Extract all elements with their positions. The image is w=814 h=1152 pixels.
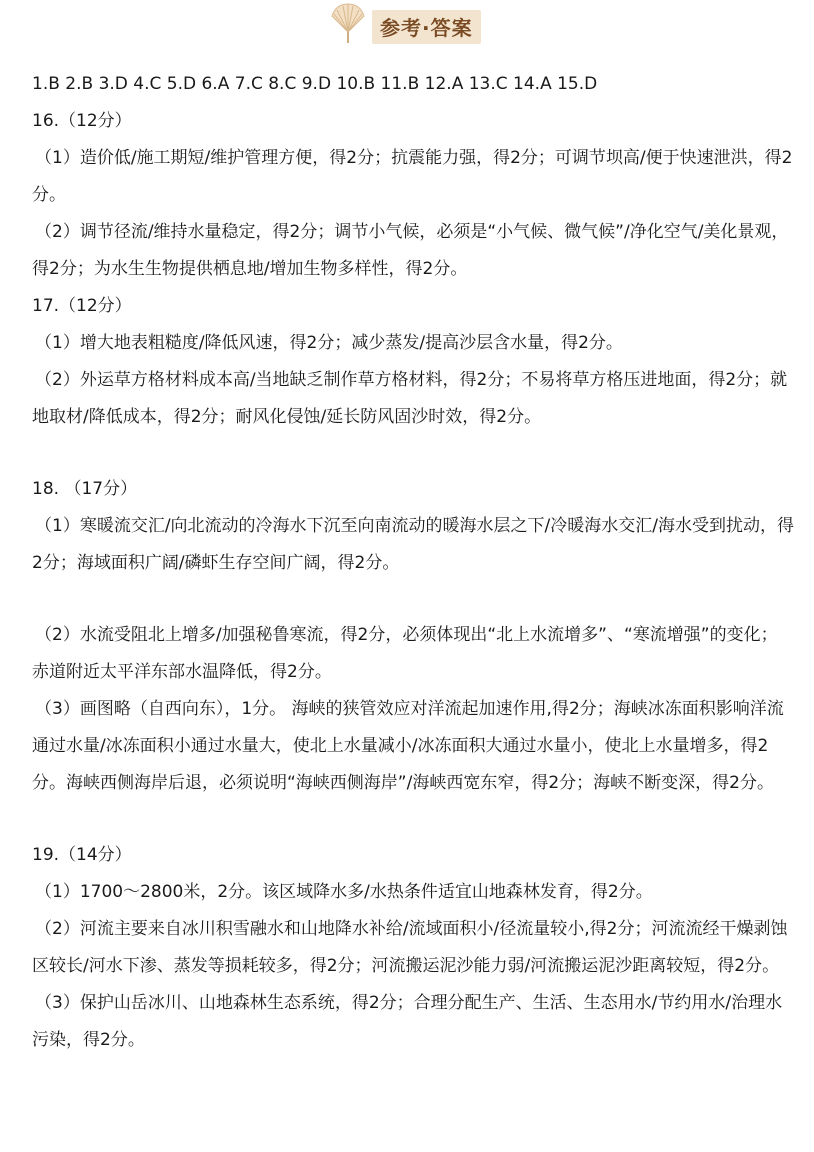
spacer [32, 802, 794, 837]
q19-part1: （1）1700～2800米，2分。该区域降水多/水热条件适宜山地森林发育，得2分。 [35, 882, 653, 902]
fan-icon [328, 2, 368, 44]
answer-content [32, 66, 794, 1059]
q19-title: 19.（14分） [32, 845, 132, 865]
q18-part2: （2）水流受阻北上增多/加强秘鲁寒流，得2分，必须体现出“北上水流增多”、“寒流增强”的变化；赤道附近太平洋东部水温降低，得2分。 [32, 625, 778, 682]
q17-part1: （1）增大地表粗糙度/降低风速，得2分；减少蒸发/提高沙层含水量，得2分。 [35, 333, 623, 353]
q18-title: 18. （17分） [32, 479, 138, 499]
q17-title: 17.（12分） [32, 296, 132, 316]
header [0, 0, 814, 48]
spacer [32, 436, 794, 471]
q19-part3: （3）保护山岳冰川、山地森林生态系统，得2分；合理分配生产、生活、生态用水/节约用水/治理水污染，得2分。 [32, 993, 783, 1050]
q16-part2: （2）调节径流/维持水量稳定，得2分；调节小气候，必须是“小气候、微气候”/净化空气/美化景观，得2分；为水生生物提供栖息地/增加生物多样性，得2分。 [32, 222, 789, 279]
page-title: 参考·答案 [372, 10, 481, 44]
q18-part3: （3）画图略（自西向东），1分。 海峡的狭管效应对洋流起加速作用,得2分；海峡冰冻面积影响洋流通过水量/冰冻面积小通过水量大，使北上水量减小/冰冻面积大通过水量小，使北上水量增多，得2分。海峡西侧海岸后退，必须说明“海峡西侧海岸”/海峡西宽东窄，得2分；海峡不断变深，得2分。 [32, 699, 784, 793]
q16-part1: （1）造价低/施工期短/维护管理方便，得2分；抗震能力强，得2分；可调节坝高/便于快速泄洪，得2分。 [32, 148, 793, 205]
spacer [32, 582, 794, 617]
q19-part2: （2）河流主要来自冰川积雪融水和山地降水补给/流域面积小/径流量较小,得2分；河流流经干燥剥蚀区较长/河水下渗、蒸发等损耗较多，得2分；河流搬运泥沙能力弱/河流搬运泥沙距离较短，得2分。 [32, 919, 788, 976]
q17-part2: （2）外运草方格材料成本高/当地缺乏制作草方格材料，得2分；不易将草方格压进地面，得2分；就地取材/降低成本，得2分；耐风化侵蚀/延长防风固沙时效，得2分。 [32, 370, 788, 427]
q16-title: 16.（12分） [32, 111, 132, 131]
q18-part1: （1）寒暖流交汇/向北流动的冷海水下沉至向南流动的暖海水层之下/冷暖海水交汇/海水受到扰动，得2分；海域面积广阔/磷虾生存空间广阔，得2分。 [32, 516, 794, 573]
choice-answers: 1.B 2.B 3.D 4.C 5.D 6.A 7.C 8.C 9.D 10.B 11.B 12.A 13.C 14.A 15.D [32, 74, 598, 94]
